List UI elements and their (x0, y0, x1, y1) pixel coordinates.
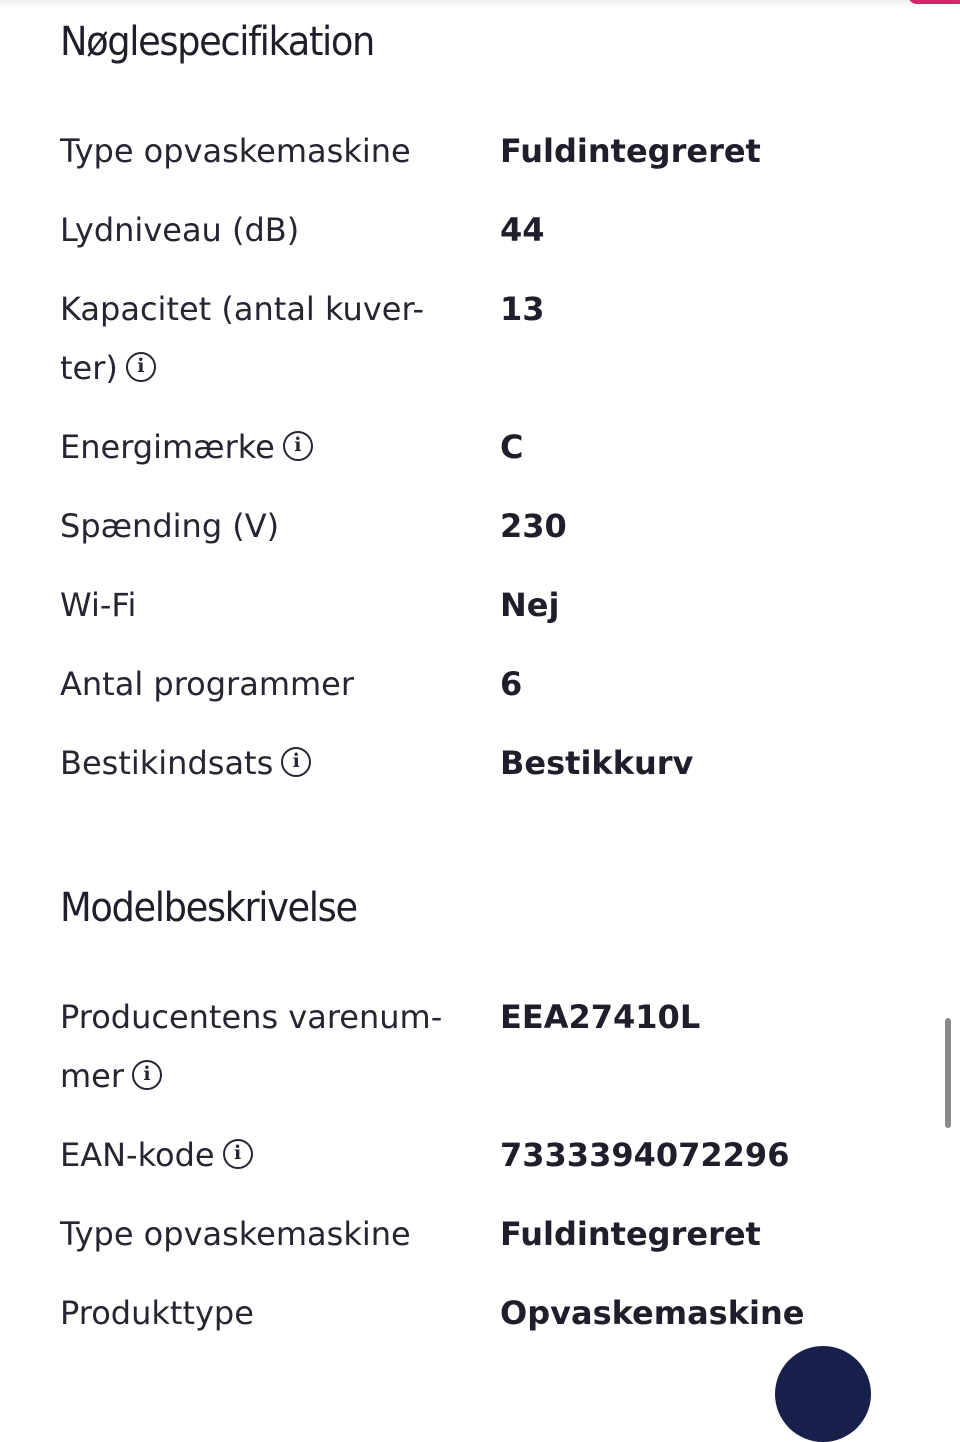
spec-value: 13 (500, 290, 545, 328)
info-icon[interactable]: i (132, 1060, 162, 1090)
spec-row (60, 734, 920, 813)
spec-value: Bestikkurv (500, 744, 694, 782)
spec-value: C (500, 428, 524, 466)
spec-label: Energimærke i (60, 418, 500, 477)
info-icon[interactable]: i (283, 431, 313, 461)
key-spec-list (60, 122, 920, 813)
spec-value: 7333394072296 (500, 1136, 790, 1174)
model-spec-list (60, 988, 920, 1363)
chat-button[interactable] (775, 1346, 871, 1442)
spec-label: Bestikindsats i (60, 734, 500, 793)
spec-row (60, 655, 920, 734)
spec-value: Nej (500, 586, 560, 624)
info-icon[interactable]: i (281, 747, 311, 777)
spec-label: Wi-Fi (60, 586, 137, 624)
header-accent (908, 0, 960, 4)
spec-label: Type opvaskemaskine (60, 132, 411, 170)
spec-value: EEA27410L (500, 998, 701, 1036)
spec-value: Fuldintegreret (500, 1215, 761, 1253)
spec-value: 44 (500, 211, 545, 249)
info-icon[interactable]: i (126, 352, 156, 382)
spec-row (60, 1205, 920, 1284)
spec-row (60, 576, 920, 655)
spec-label: Kapacitet (antal kuver- ter) i (60, 290, 425, 387)
spec-row (60, 280, 920, 418)
spec-label: Type opvaskemaskine (60, 1215, 411, 1253)
scrollbar[interactable] (945, 1018, 951, 1128)
spec-value: 230 (500, 507, 567, 545)
spec-label: Spænding (V) (60, 507, 280, 545)
spec-row (60, 418, 920, 497)
spec-label: Producentens varenum- mer i (60, 998, 443, 1095)
spec-row (60, 497, 920, 576)
info-icon[interactable]: i (223, 1139, 253, 1169)
spec-row (60, 122, 920, 201)
section-title-model-description: Modelbeskrivelse (60, 885, 357, 931)
spec-value: Opvaskemaskine (500, 1294, 805, 1332)
spec-row (60, 201, 920, 280)
section-title-key-specs: Nøglespecifikation (60, 19, 374, 65)
spec-value: Fuldintegreret (500, 132, 761, 170)
spec-row (60, 1284, 920, 1363)
spec-row (60, 1126, 920, 1205)
spec-row (60, 988, 920, 1126)
spec-value: 6 (500, 665, 523, 703)
spec-label: Lydniveau (dB) (60, 211, 300, 249)
spec-label: Produkttype (60, 1294, 254, 1332)
spec-label: Antal programmer (60, 665, 354, 703)
header-shadow (0, 0, 960, 8)
spec-label: EAN-kode i (60, 1126, 500, 1185)
